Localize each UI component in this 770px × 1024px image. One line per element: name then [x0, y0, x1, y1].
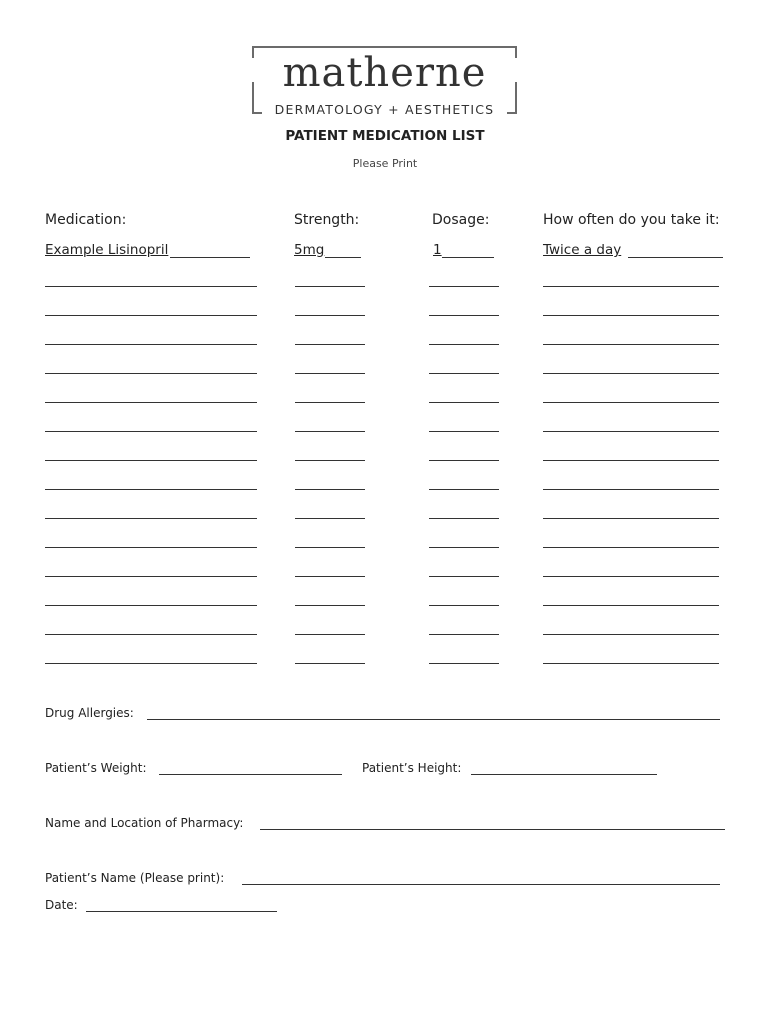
column-header-frequency: How often do you take it: [543, 212, 720, 228]
dosage-line[interactable] [429, 634, 499, 635]
medication-line[interactable] [45, 518, 257, 519]
medication-line[interactable] [45, 634, 257, 635]
dosage-line[interactable] [429, 489, 499, 490]
strength-line[interactable] [295, 547, 365, 548]
frequency-line[interactable] [543, 315, 719, 316]
frequency-line[interactable] [543, 489, 719, 490]
drug-allergies-label: Drug Allergies: [45, 706, 134, 720]
strength-line[interactable] [295, 344, 365, 345]
medication-line[interactable] [45, 663, 257, 664]
dosage-line[interactable] [429, 344, 499, 345]
column-header-medication: Medication: [45, 212, 127, 228]
strength-line[interactable] [295, 634, 365, 635]
frequency-line[interactable] [543, 634, 719, 635]
patient-name-line[interactable] [242, 884, 720, 885]
frequency-line[interactable] [543, 344, 719, 345]
date-line[interactable] [86, 911, 277, 912]
dosage-line[interactable] [429, 460, 499, 461]
pharmacy-line[interactable] [260, 829, 725, 830]
medication-line[interactable] [45, 576, 257, 577]
example-dosage-underline [442, 257, 494, 258]
example-strength-underline [325, 257, 361, 258]
dosage-line[interactable] [429, 431, 499, 432]
logo-tagline: DERMATOLOGY + AESTHETICS [274, 102, 495, 117]
frequency-line[interactable] [543, 431, 719, 432]
pharmacy-label: Name and Location of Pharmacy: [45, 816, 244, 830]
medication-line[interactable] [45, 547, 257, 548]
patient-weight-label: Patient’s Weight: [45, 761, 147, 775]
example-medication: Example Lisinopril [45, 242, 169, 258]
patient-height-line[interactable] [471, 774, 657, 775]
strength-line[interactable] [295, 373, 365, 374]
dosage-line[interactable] [429, 518, 499, 519]
dosage-line[interactable] [429, 547, 499, 548]
strength-line[interactable] [295, 663, 365, 664]
example-frequency: Twice a day [543, 242, 622, 258]
dosage-line[interactable] [429, 605, 499, 606]
dosage-line[interactable] [429, 315, 499, 316]
strength-line[interactable] [295, 576, 365, 577]
medication-line[interactable] [45, 460, 257, 461]
frequency-line[interactable] [543, 402, 719, 403]
dosage-line[interactable] [429, 373, 499, 374]
date-label: Date: [45, 898, 78, 912]
medication-line[interactable] [45, 605, 257, 606]
strength-line[interactable] [295, 518, 365, 519]
strength-line[interactable] [295, 605, 365, 606]
column-header-strength: Strength: [294, 212, 360, 228]
frequency-line[interactable] [543, 605, 719, 606]
strength-line[interactable] [295, 489, 365, 490]
page-title: PATIENT MEDICATION LIST [285, 128, 485, 144]
frequency-line[interactable] [543, 460, 719, 461]
frequency-line[interactable] [543, 576, 719, 577]
medication-line[interactable] [45, 489, 257, 490]
patient-height-label: Patient’s Height: [362, 761, 462, 775]
frequency-line[interactable] [543, 547, 719, 548]
page-subtitle: Please Print [352, 157, 418, 170]
medication-line[interactable] [45, 315, 257, 316]
example-medication-underline [170, 257, 250, 258]
medication-line[interactable] [45, 286, 257, 287]
frequency-line[interactable] [543, 518, 719, 519]
frequency-line[interactable] [543, 663, 719, 664]
dosage-line[interactable] [429, 576, 499, 577]
strength-line[interactable] [295, 460, 365, 461]
strength-line[interactable] [295, 402, 365, 403]
medication-line[interactable] [45, 431, 257, 432]
example-strength: 5mg [294, 242, 325, 258]
logo [252, 46, 517, 117]
example-dosage: 1 [433, 242, 442, 258]
example-frequency-underline [628, 257, 723, 258]
patient-weight-line[interactable] [159, 774, 342, 775]
frequency-line[interactable] [543, 286, 719, 287]
dosage-line[interactable] [429, 402, 499, 403]
dosage-line[interactable] [429, 286, 499, 287]
dosage-line[interactable] [429, 663, 499, 664]
logo-wordmark: matherne [282, 50, 487, 96]
medication-line[interactable] [45, 344, 257, 345]
frequency-line[interactable] [543, 373, 719, 374]
medication-line[interactable] [45, 402, 257, 403]
strength-line[interactable] [295, 315, 365, 316]
drug-allergies-line[interactable] [147, 719, 720, 720]
strength-line[interactable] [295, 286, 365, 287]
medication-line[interactable] [45, 373, 257, 374]
patient-name-label: Patient’s Name (Please print): [45, 871, 225, 885]
column-header-dosage: Dosage: [432, 212, 490, 228]
strength-line[interactable] [295, 431, 365, 432]
